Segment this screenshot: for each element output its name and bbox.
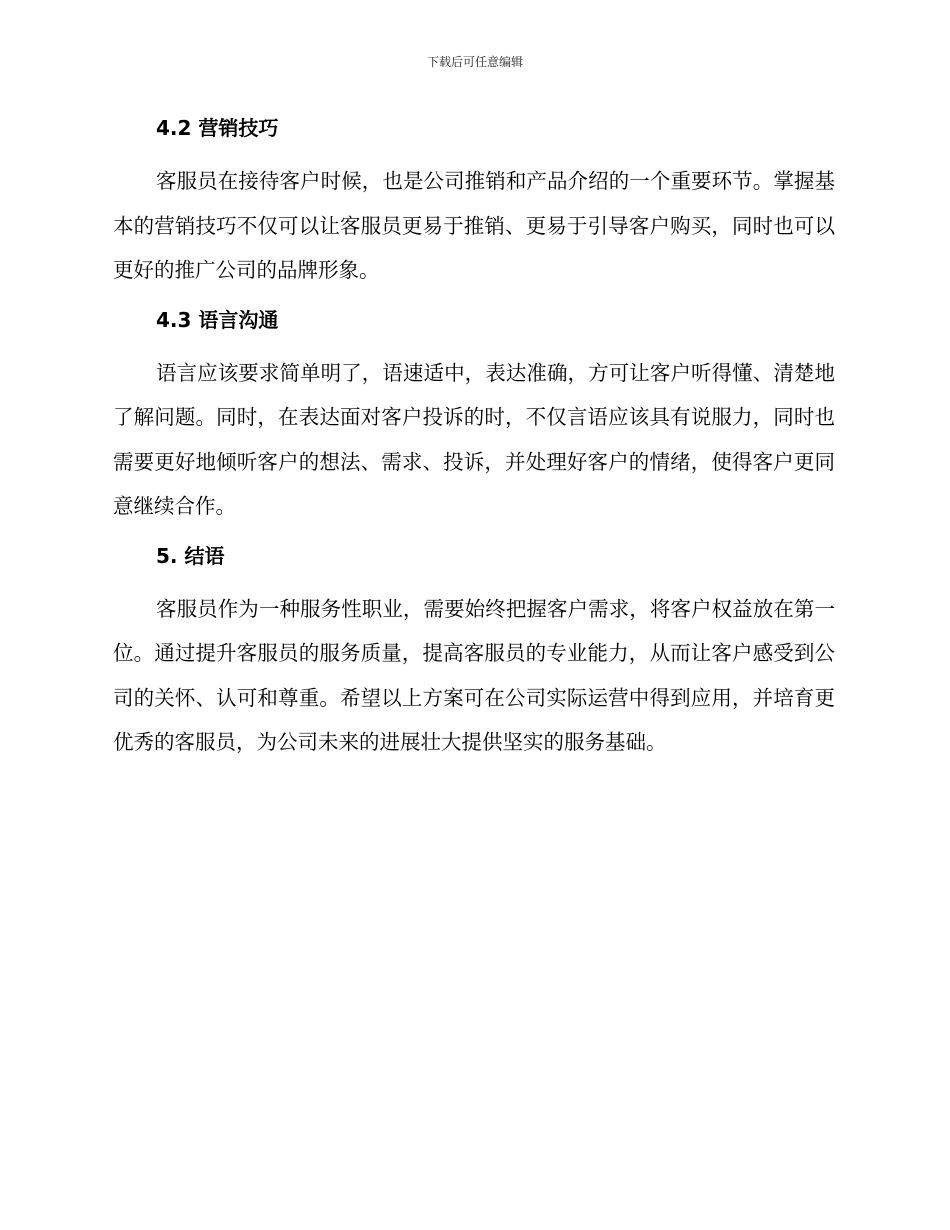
section-paragraph-4-2: 客服员在接待客户时候，也是公司推销和产品介绍的一个重要环节。掌握基本的营销技巧不仅可以让客服员更易于推销、更易于引导客户购买，同时也可以更好的推广公司的品牌形象。 — [113, 169, 835, 282]
document-body — [113, 108, 835, 765]
section-paragraph-5: 客服员作为一种服务性职业，需要始终把握客户需求，将客户权益放在第一位。通过提升客服员的服务质量，提高客服员的专业能力，从而让客户感受到公司的关怀、认可和尊重。希望以上方案可在公司实际运营中得到应用，并培育更优秀的客服员，为公司未来的进展壮大提供坚实的服务基础。 — [113, 596, 835, 754]
section-heading-5: 5. 结语 — [156, 543, 225, 568]
section-heading-4-2: 4.2 营销技巧 — [156, 116, 279, 140]
section-paragraph-4-3: 语言应该要求简单明了，语速适中，表达准确，方可让客户听得懂、清楚地了解问题。同时，在表达面对客户投诉的时，不仅言语应该具有说服力，同时也需要更好地倾听客户的想法、需求、投诉，并处理好客户的情绪，使得客户更同意继续合作。 — [113, 360, 835, 518]
section-heading-4-3: 4.3 语言沟通 — [156, 307, 279, 332]
running-header: 下载后可任意编辑 — [426, 55, 523, 69]
